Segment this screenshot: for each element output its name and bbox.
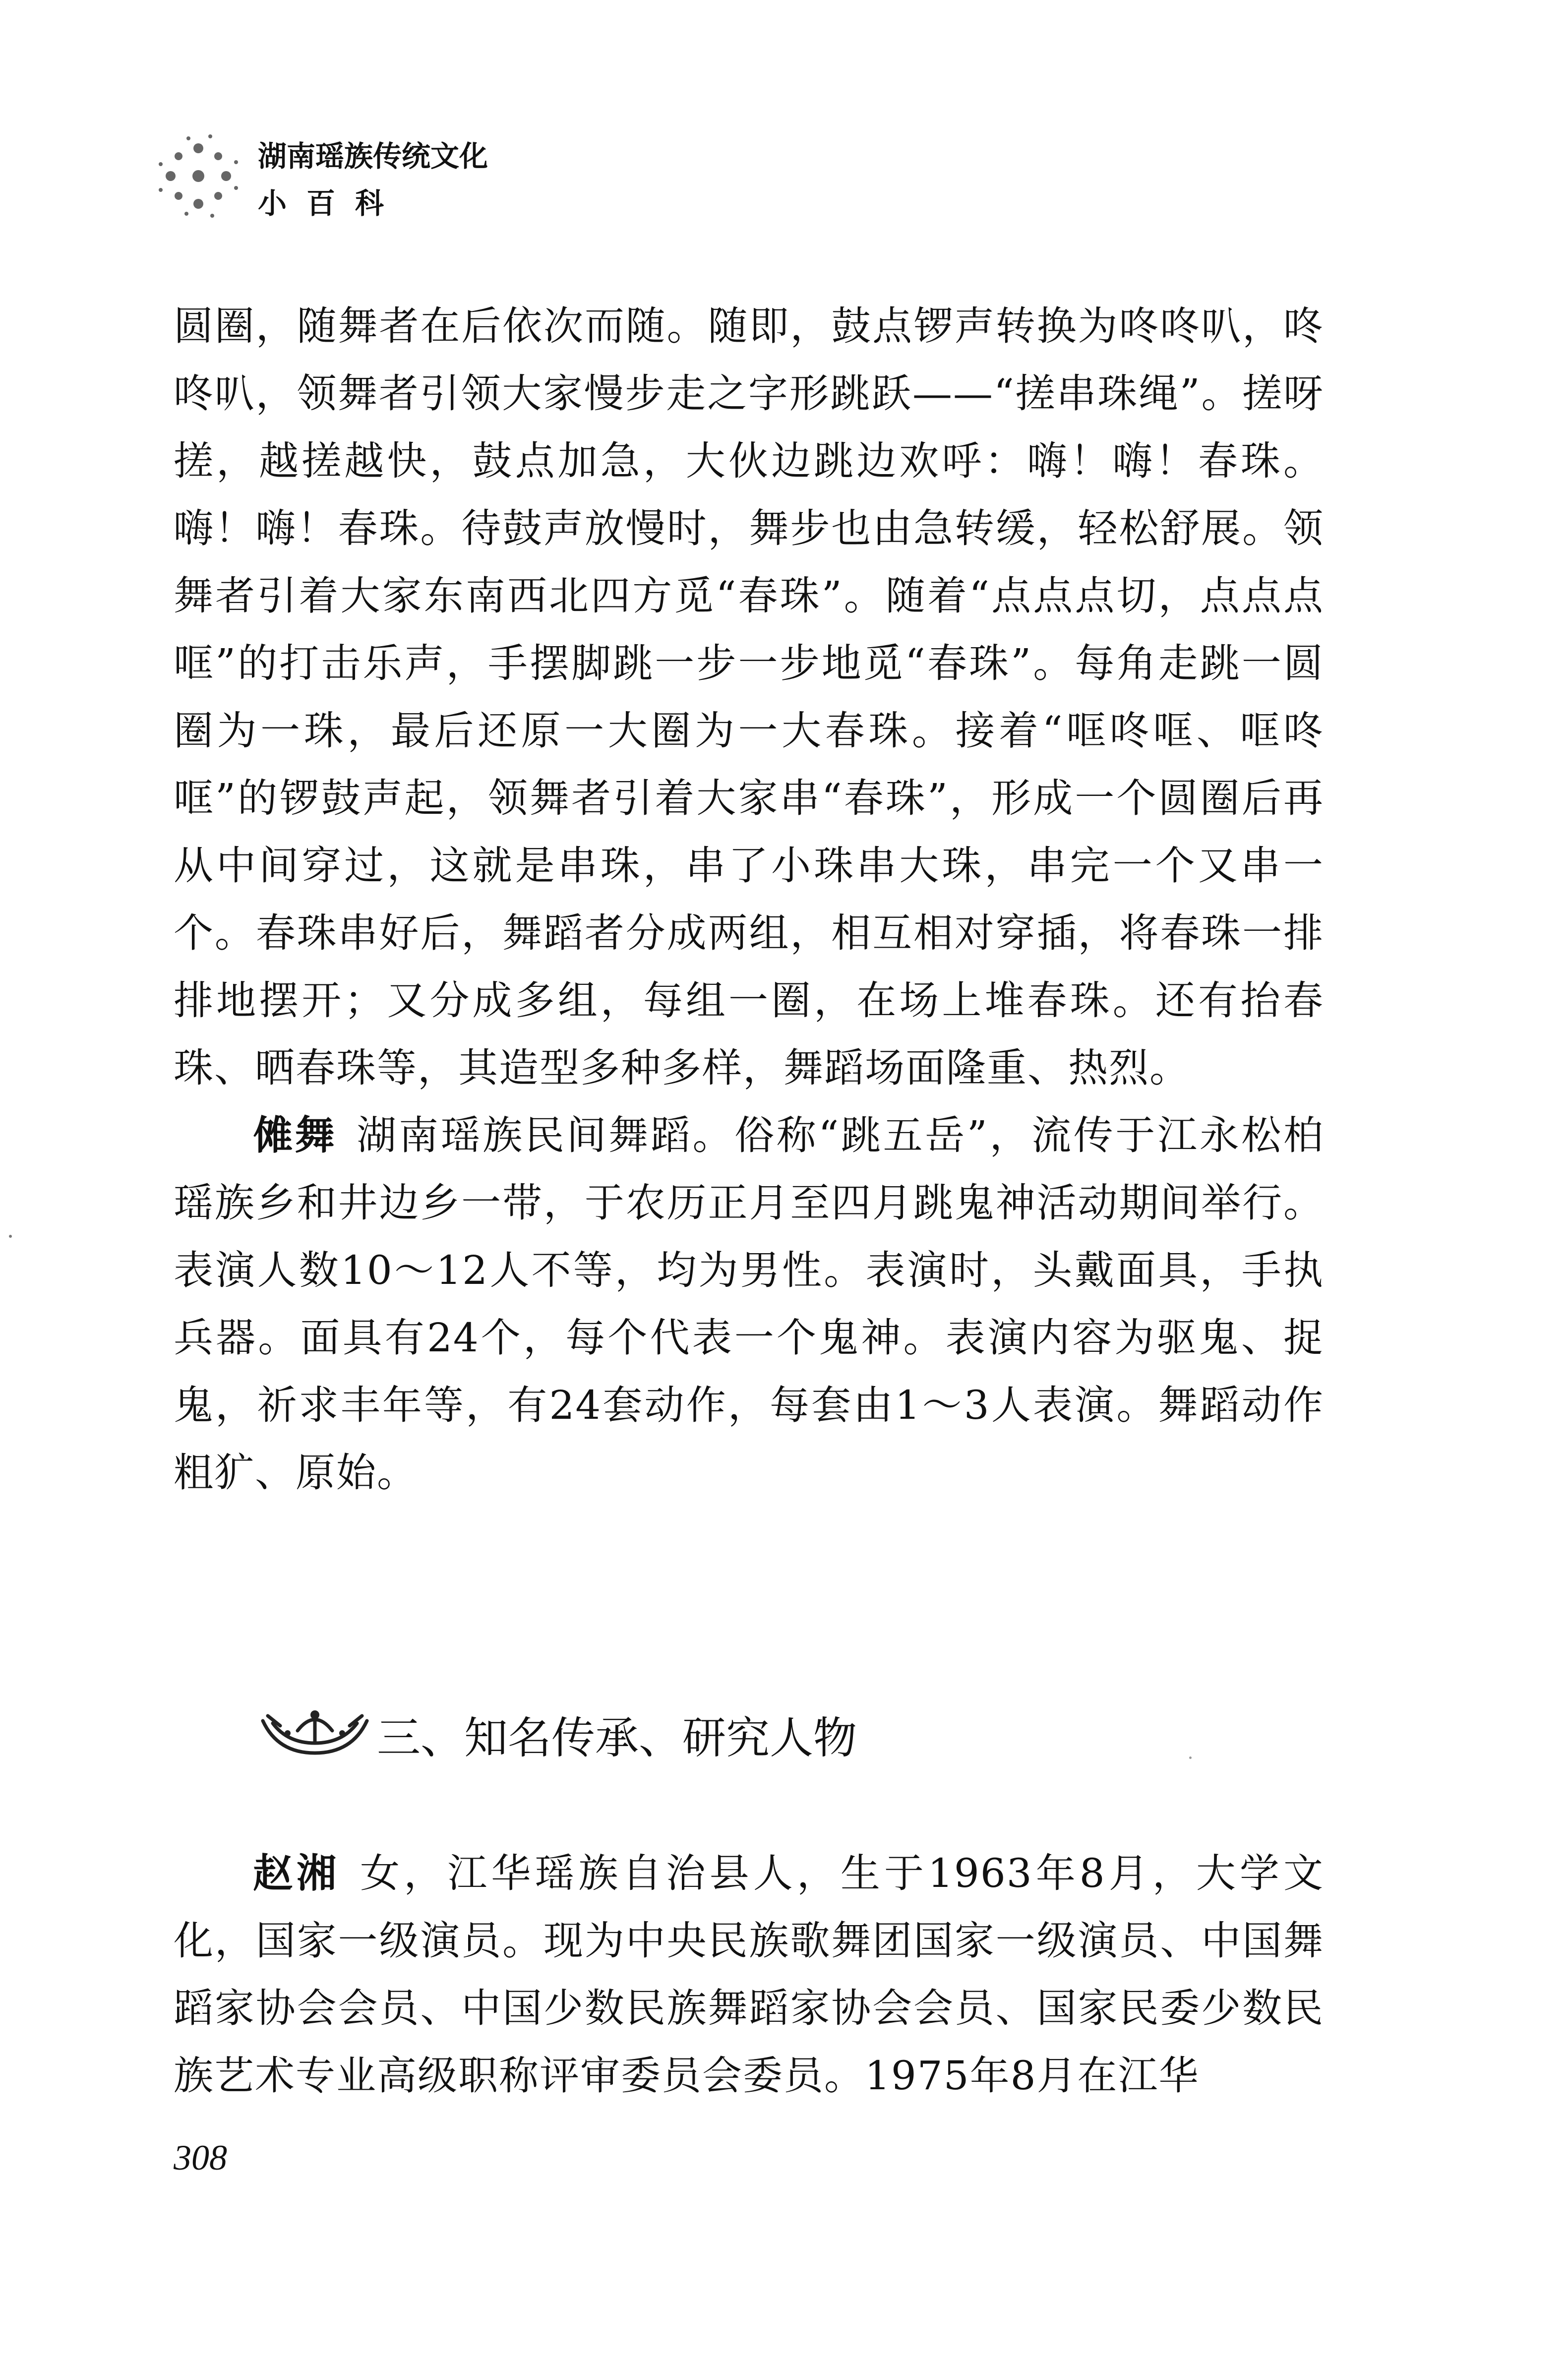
body-text-bottom <box>174 1840 1324 2110</box>
continued-paragraph: 圆圈，随舞者在后依次而随。随即，鼓点锣声转换为咚咚叭，咚咚叭，领舞者引领大家慢步走之字形跳跃——“搓串珠绳”。搓呀搓，越搓越快，鼓点加急，大伙边跳边欢呼：嗨！嗨！春珠。嗨！嗨！春珠。待鼓声放慢时，舞步也由急转缓，轻松舒展。领舞者引着大家东南西北四方觅“春珠”。随着“点点点切，点点点哐”的打击乐声，手摆脚跳一步一步地觅“春珠”。每角走跳一圆圈为一珠，最后还原一大圈为一大春珠。接着“哐咚哐、哐咚哐”的锣鼓声起，领舞者引着大家串“春珠”，形成一个圆圈后再从中间穿过，这就是串珠，串了小珠串大珠，串完一个又串一个。春珠串好后，舞蹈者分成两组，相互相对穿插，将春珠一排排地摆开；又分成多组，每组一圈，在场上堆春珠。还有抬春珠、晒春珠等，其造型多种多样，舞蹈场面隆重、热烈。 <box>174 303 1324 1091</box>
body-text-top <box>174 293 1324 1507</box>
series-subtitle: 小百科 <box>258 186 404 220</box>
entry-text: 女，江华瑶族自治县人，生于1963年8月，大学文化，国家一级演员。现为中央民族歌舞团国家一级演员、中国舞蹈家协会会员、中国少数民族舞蹈家协会会员、国家民委少数民族艺术专业高级职称评审委员会委员。1975年8月在江华 <box>174 1850 1324 2099</box>
scan-speck <box>9 1235 12 1238</box>
dragon-ornament-icon <box>258 1706 372 1760</box>
flower-ornament-icon <box>149 126 248 226</box>
series-title: 湖南瑶族传统文化 <box>258 139 488 173</box>
entry-nuo-dance <box>174 1102 1324 1507</box>
scan-speck <box>1189 1756 1192 1759</box>
entry-term: 傩舞 <box>253 1112 337 1158</box>
entry-text: 湖南瑶族民间舞蹈。俗称“跳五岳”，流传于江永松柏瑶族乡和井边乡一带，于农历正月至四月跳鬼神活动期间举行。表演人数10～12人不等，均为男性。表演时，头戴面具，手执兵器。面具有24个，每个代表一个鬼神。表演内容为驱鬼、捉鬼，祈求丰年等，有24套动作，每套由1～3人表演。舞蹈动作粗犷、原始。 <box>174 1112 1324 1496</box>
entry-term: 赵湘 <box>253 1850 341 1896</box>
entry-zhao-xiang <box>174 1840 1324 2110</box>
section-heading-text: 三、知名传承、研究人物 <box>377 1712 857 1763</box>
page-number: 308 <box>174 2138 227 2178</box>
